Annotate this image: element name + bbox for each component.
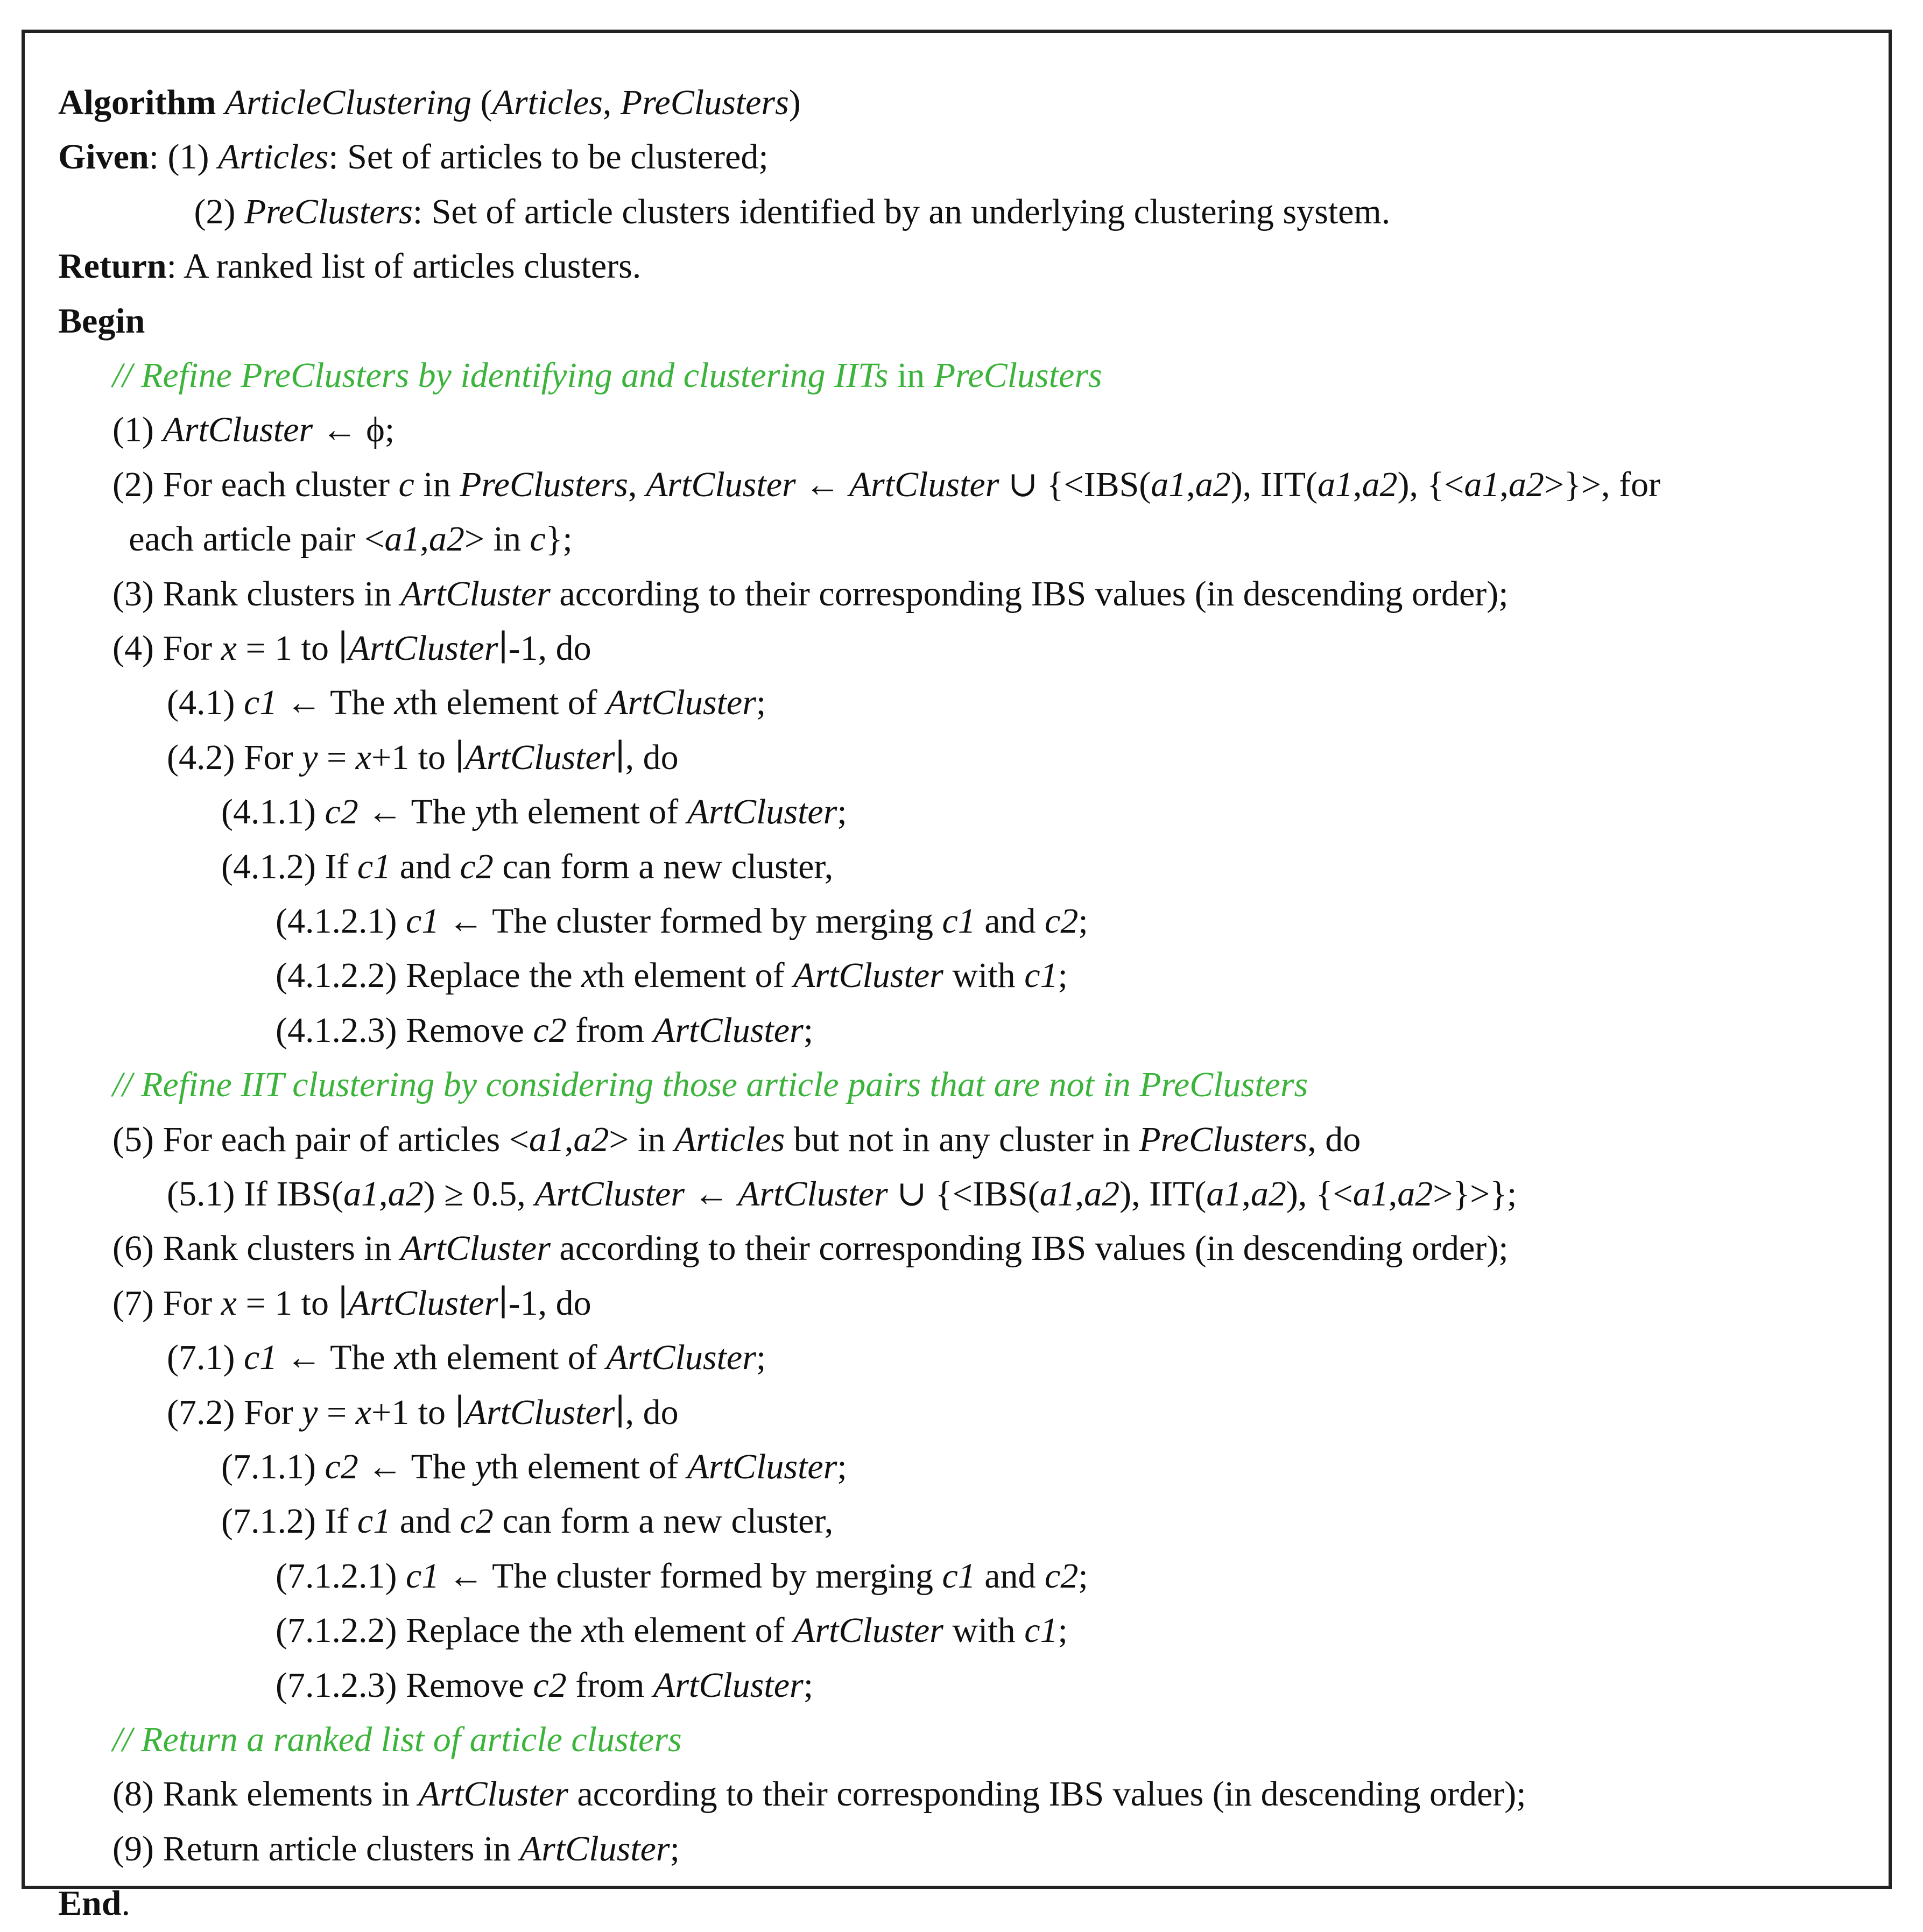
italic-term: ArtCluster [400,574,551,614]
italic-term: a2 [1084,1174,1120,1214]
algorithm-lines [25,33,1889,1923]
italic-term: ArtCluster [653,1010,804,1050]
text-segment: (4.2) For [167,737,302,777]
text-segment: th element of [597,956,794,996]
text-segment: , [602,83,621,122]
comment-line [112,1718,682,1761]
text-segment: ; [670,1829,680,1868]
text-segment: , [1075,1174,1084,1214]
italic-term: y [302,1392,318,1432]
text-segment: ← The [358,1447,475,1486]
italic-term: ArtCluster [348,629,498,668]
text-segment: (7.1.2.1) [276,1556,406,1596]
text-segment: can form a new cluster, [493,847,834,886]
italic-term: c [530,519,546,559]
code-line [58,1882,130,1925]
code-line [221,791,847,834]
italic-term: PreClusters [460,464,628,504]
italic-term: c1 [357,847,391,886]
text-segment: th element of [410,1338,607,1378]
text-segment: ← The [277,1338,395,1378]
text-segment: (9) Return article clusters in [112,1829,520,1868]
text-segment: , [379,1174,388,1214]
text-segment: ; [756,1338,766,1378]
text-segment: = 1 to ∣ [236,629,348,668]
italic-term: a1 [1464,464,1500,504]
italic-term: ArtCluster [606,683,756,723]
italic-term: ArtCluster [687,1447,837,1486]
algorithm-box [22,30,1892,1923]
italic-term: x [394,1338,410,1378]
text-segment: each article pair < [129,519,385,559]
italic-term: c1 [942,901,976,941]
code-line [167,1391,679,1434]
code-line [129,518,572,561]
italic-term: y [475,792,491,832]
text-segment: ; [1058,1611,1068,1651]
italic-term: c1 [942,1556,976,1596]
code-line [112,408,395,452]
italic-term: c2 [325,792,358,832]
comment-line [112,1063,1308,1106]
text-segment: (4.1.1) [221,792,325,832]
text-segment: >}>}; [1433,1174,1517,1214]
text-segment: , do [1307,1119,1361,1159]
code-line [167,681,766,724]
italic-term: a1 [1353,1174,1389,1214]
text-segment: th element of [490,792,687,832]
text-segment: ; [756,683,766,723]
text-segment: according to their corresponding IBS values (in descending order); [550,574,1509,614]
italic-term: a1 [529,1119,565,1159]
keyword: Begin [58,301,145,341]
text-segment: (8) Rank elements in [112,1774,419,1814]
text-segment: ) [788,83,801,122]
text-segment: ∣-1, do [498,629,591,668]
italic-term: a2 [1362,464,1398,504]
italic-term: x [221,1283,237,1323]
italic-term: ArtCluster [418,1774,568,1814]
text-segment: (4.1.2) If [221,847,357,886]
text-segment: }; [545,519,573,559]
italic-term: // Refine IIT clustering by considering those article pairs that are not in PreClusters [112,1065,1308,1105]
text-segment: and [391,847,460,886]
text-segment: , [1186,464,1195,504]
code-line [112,1828,680,1871]
text-segment: in [414,464,460,504]
text-segment: ; [1078,1556,1088,1596]
text-segment: ∣-1, do [498,1283,591,1323]
text-segment: (7.1.2.2) Replace the [276,1611,582,1651]
text-segment: , [1499,464,1509,504]
italic-term: a2 [573,1119,609,1159]
text-segment: ; [803,1010,814,1050]
text-segment: ← ϕ; [313,410,395,450]
italic-term: ArtCluster [793,956,943,996]
italic-term: ArtCluster [348,1283,498,1323]
text-segment: ; [837,1447,847,1486]
italic-term: a1 [1039,1174,1075,1214]
italic-term: c2 [533,1665,567,1705]
text-segment: ← [685,1174,738,1214]
text-segment: (7.1.2) If [221,1501,357,1541]
code-line [112,627,591,670]
text-segment: from [566,1010,653,1050]
text-segment: +1 to ∣ [371,1392,465,1432]
text-segment: (4) For [112,629,221,668]
italic-term: c [398,464,414,504]
keyword: Algorithm [58,83,216,122]
text-segment: and [391,1501,460,1541]
italic-term: a1 [1318,464,1354,504]
text-segment: (7.1.2.3) Remove [276,1665,533,1705]
text-segment: according to their corresponding IBS values (in descending order); [550,1229,1509,1268]
text-segment: (6) Rank clusters in [112,1229,401,1268]
text-segment: and [975,1556,1045,1596]
code-line [221,845,833,889]
text-segment: : Set of articles to be clustered; [328,137,769,177]
text-segment: ← The [358,792,475,832]
code-line [276,1009,813,1052]
text-segment: and [975,901,1045,941]
text-segment: , [1353,464,1362,504]
text-segment: (2) For each cluster [112,464,399,504]
code-line [194,191,1391,234]
text-segment: (2) [194,192,244,231]
italic-term: PreClusters [933,356,1102,395]
text-segment: (7.1) [167,1338,244,1378]
text-segment: (4.1.2.2) Replace the [276,956,582,996]
text-segment: th element of [597,1611,794,1651]
text-segment: (4.1.2.3) Remove [276,1010,533,1050]
text-segment: ) ≥ 0.5, [423,1174,535,1214]
italic-term: c1 [1024,956,1058,996]
italic-term: ArtCluster [653,1665,804,1705]
code-line [58,136,769,179]
keyword: Return [58,246,167,286]
italic-term: ArtCluster [738,1174,888,1214]
code-line [112,463,1660,506]
italic-term: a1 [384,519,420,559]
italic-term: // Refine PreClusters by identifying and clustering IITs [112,356,889,395]
code-line [276,1664,813,1707]
text-segment: with [943,956,1025,996]
text-segment: ← [795,464,849,504]
text-segment: = [318,1392,356,1432]
italic-term: c1 [243,683,278,723]
italic-term: c1 [405,901,440,941]
text-segment: (4.1) [167,683,244,723]
italic-term: x [355,737,371,777]
text-segment: ), {< [1397,464,1464,504]
text-segment: = [318,737,356,777]
text-segment: ∣, do [615,737,679,777]
italic-term: c2 [1045,901,1079,941]
text-segment: (7.2) For [167,1392,302,1432]
text-segment: can form a new cluster, [493,1501,834,1541]
text-segment: ), IIT( [1119,1174,1207,1214]
text-segment: (4.1.2.1) [276,901,406,941]
italic-term: c1 [1024,1611,1058,1651]
code-line [276,1609,1068,1652]
italic-term: c2 [533,1010,567,1050]
text-segment: ; [1058,956,1068,996]
text-segment: , [1242,1174,1251,1214]
italic-term: ArtCluster [793,1611,943,1651]
code-line [167,1173,1517,1216]
text-segment: : A ranked list of articles clusters. [166,246,642,286]
italic-term: // Return a ranked list of article clusters [112,1720,682,1759]
code-line [58,81,801,124]
italic-term: c1 [243,1338,278,1378]
comment-line [112,354,1102,397]
code-line [167,1336,766,1379]
text-segment: (5.1) If IBS( [167,1174,344,1214]
italic-term: ArtCluster [687,792,837,832]
text-segment: ; [1078,901,1088,941]
code-line [112,1227,1509,1270]
italic-term: PreClusters [244,192,413,231]
text-segment: , [420,519,429,559]
italic-term: x [581,1611,597,1651]
italic-term: Articles [217,137,329,177]
text-segment: (1) [112,410,163,450]
italic-term: ArtCluster [464,737,615,777]
text-segment: in [888,356,934,395]
italic-term: ArtCluster [534,1174,685,1214]
text-segment: ∣, do [615,1392,679,1432]
text-segment: > in [609,1119,674,1159]
text-segment: ), {< [1286,1174,1353,1214]
italic-term: ArtCluster [400,1229,551,1268]
italic-term: c1 [405,1556,440,1596]
text-segment: (5) For each pair of articles < [112,1119,529,1159]
text-segment: ; [803,1665,814,1705]
code-line [221,1446,847,1489]
text-segment: th element of [410,683,607,723]
code-line [167,736,679,779]
italic-term: Articles [492,83,603,122]
italic-term: c2 [325,1447,358,1486]
text-segment: = 1 to ∣ [236,1283,348,1323]
text-segment: ), IIT( [1230,464,1318,504]
text-segment: ∪ {<IBS( [999,464,1151,504]
text-segment: > in [464,519,530,559]
text-segment: (3) Rank clusters in [112,574,401,614]
italic-term: PreClusters [620,83,789,122]
italic-term: c2 [460,847,494,886]
text-segment: , [628,464,646,504]
text-segment: from [566,1665,653,1705]
text-segment: ← The cluster formed by merging [439,1556,942,1596]
italic-term: c2 [460,1501,494,1541]
italic-term: y [302,737,318,777]
text-segment: ← The [277,683,395,723]
italic-term: a2 [428,519,464,559]
italic-term: a2 [1508,464,1544,504]
text-segment: . [121,1884,130,1923]
italic-term: Articles [674,1119,785,1159]
text-segment: ( [471,83,492,122]
italic-term: x [581,956,597,996]
italic-term: ArtCluster [849,464,999,504]
code-line [276,954,1068,997]
italic-term: ArtCluster [163,410,313,450]
text-segment: : Set of article clusters identified by an underlying clustering system. [412,192,1391,231]
italic-term: a2 [1250,1174,1286,1214]
text-segment: +1 to ∣ [371,737,465,777]
italic-term: c2 [1045,1556,1079,1596]
italic-term: a2 [1195,464,1231,504]
italic-term: a1 [1151,464,1187,504]
text-segment: according to their corresponding IBS values (in descending order); [568,1774,1526,1814]
code-line [112,573,1509,616]
text-segment: but not in any cluster in [785,1119,1139,1159]
text-segment [216,83,225,122]
italic-term: ArtCluster [464,1392,615,1432]
code-line [276,900,1088,943]
italic-term: a1 [343,1174,379,1214]
text-segment: ∪ {<IBS( [887,1174,1040,1214]
code-line [112,1118,1361,1161]
italic-term: ArticleClustering [224,83,472,122]
italic-term: y [475,1447,491,1486]
code-line [112,1773,1526,1816]
italic-term: a2 [388,1174,424,1214]
code-line [112,1282,591,1325]
italic-term: a1 [1206,1174,1242,1214]
text-segment: ← The cluster formed by merging [439,901,942,941]
text-segment: th element of [490,1447,687,1486]
code-line [58,245,641,288]
italic-term: ArtCluster [606,1338,756,1378]
italic-term: ArtCluster [645,464,796,504]
text-segment: ; [837,792,847,832]
italic-term: c1 [357,1501,391,1541]
keyword: Given [58,137,149,177]
italic-term: ArtCluster [519,1829,670,1868]
code-line [221,1500,833,1543]
code-line [58,300,145,343]
italic-term: x [394,683,410,723]
text-segment: : (1) [149,137,218,177]
italic-term: a2 [1397,1174,1433,1214]
text-segment: (7) For [112,1283,221,1323]
code-line [276,1555,1088,1598]
italic-term: x [221,629,237,668]
text-segment: (7.1.1) [221,1447,325,1486]
text-segment: , [564,1119,574,1159]
keyword: End [58,1884,122,1923]
text-segment: with [943,1611,1025,1651]
italic-term: x [355,1392,371,1432]
text-segment: >}>, for [1544,464,1660,504]
text-segment: , [1388,1174,1398,1214]
italic-term: PreClusters [1139,1119,1308,1159]
